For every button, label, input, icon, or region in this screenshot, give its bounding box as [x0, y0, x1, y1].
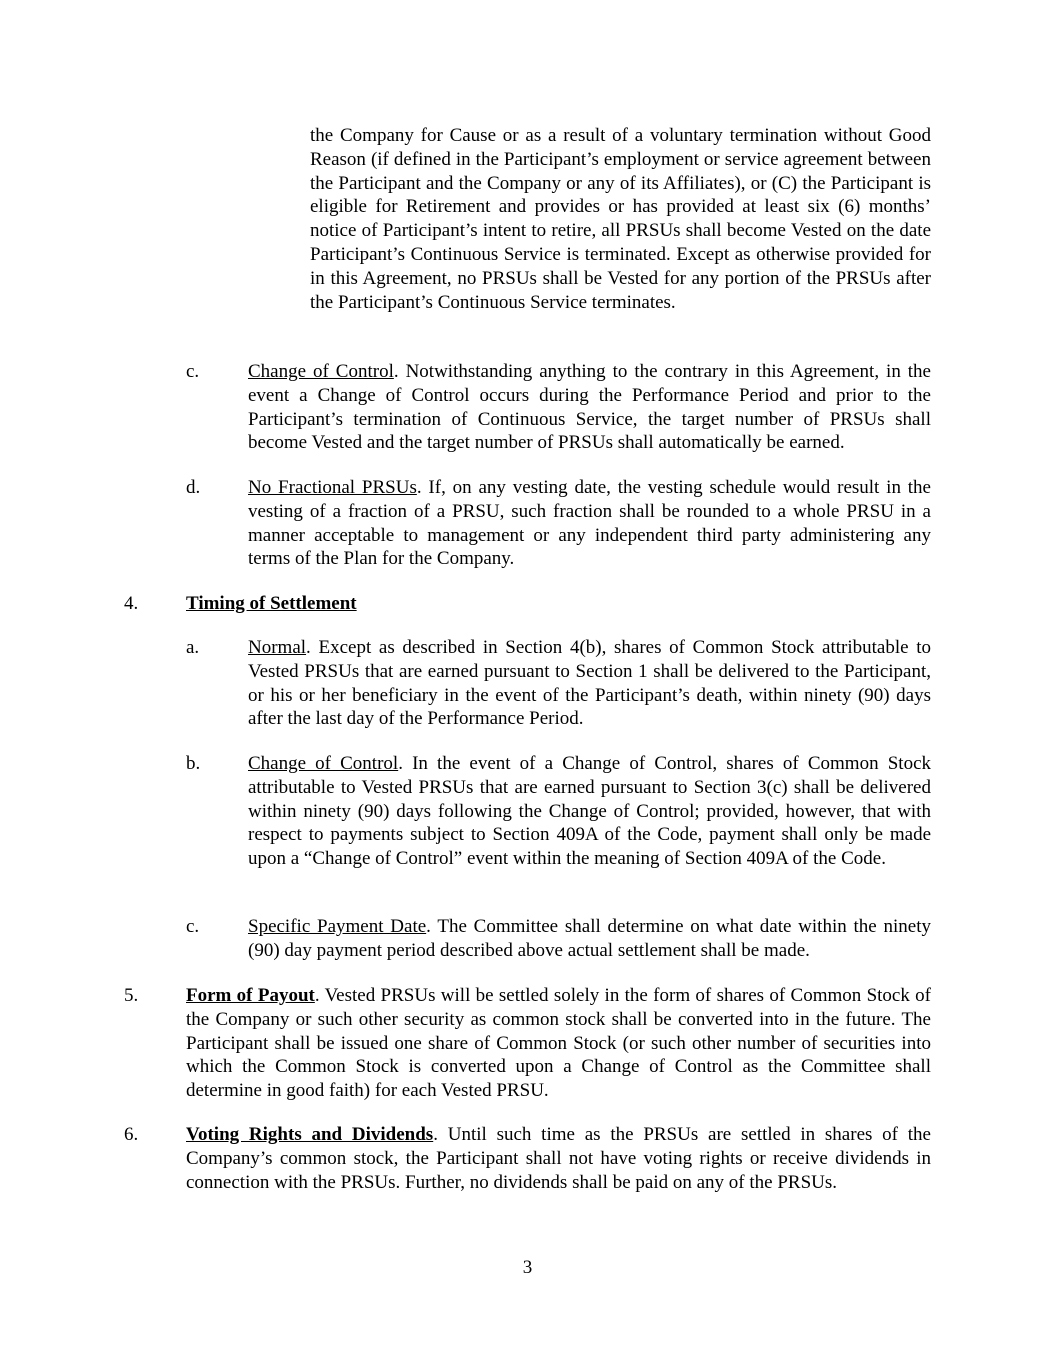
- text-5: . Vested PRSUs will be settled solely in the form of shares of Common Stock of the Company or such other security as common stock shall be converted into in the future. The Participant shall be issued one share of Common Stock (or such other number of securities into which the Common Stock is converted upon a Change of Control as the Committee shall determine in good faith) for each Vested PRSU.: [186, 985, 931, 1102]
- section-number-6: 6.: [124, 1124, 139, 1145]
- item-label-4b: b.: [186, 753, 201, 774]
- text-6: . Until such time as the PRSUs are settled in shares of the Company’s common stock, the Participant shall not have voting rights or receive dividends in connection with the PRSUs. Further, no dividends shall be paid on any of the PRSUs.: [186, 1124, 931, 1193]
- text-4a: . Except as described in Section 4(b), shares of Common Stock attributable to Vested PRSUs that are earned pursuant to Section 1 shall be delivered to the Participant, or his or her beneficiary in the event of the Participant’s death, within ninety (90) days after the last day of the Performance Period.: [248, 637, 931, 730]
- continuation-text: the Company for Cause or as a result of a voluntary termination without Good Reason (if defined in the Participant’s employment or service agreement between the Participant and the Company or any of its Affiliates), or (C) the Participant is eligible for Retirement and provides or has provided at least six (6) months’ notice of Participant’s intent to retire, all PRSUs shall become Vested on the date Participant’s Continuous Service is terminated. Except as otherwise provided for in this Agreement, no PRSUs shall be Vested for any portion of the PRSUs after the Participant’s Continuous Service terminates.: [310, 125, 931, 313]
- text-3d: . If, on any vesting date, the vesting schedule would result in the vesting of a fraction of a PRSU, such fraction shall be rounded to a whole PRSU in a manner acceptable to management or any independent third party administering any terms of the Plan for the Company.: [248, 477, 931, 570]
- item-label-3d: d.: [186, 477, 201, 498]
- item-label-4c: c.: [186, 916, 200, 937]
- heading-4b: Change of Control: [248, 753, 399, 774]
- paragraph-4c: [248, 915, 931, 963]
- page-number: 3: [522, 1257, 533, 1278]
- heading-5: Form of Payout: [186, 985, 315, 1006]
- paragraph-4a: [248, 636, 931, 731]
- heading-4c: Specific Payment Date: [248, 916, 427, 937]
- item-label-4a: a.: [186, 637, 200, 658]
- heading-3c: Change of Control: [248, 361, 394, 382]
- section-heading-4: Timing of Settlement: [186, 593, 357, 614]
- text-4c: . The Committee shall determine on what date within the ninety (90) day payment period described above actual settlement shall be made.: [248, 916, 931, 961]
- section-number-4: 4.: [124, 593, 139, 614]
- heading-3d: No Fractional PRSUs: [248, 477, 417, 498]
- section-number-5: 5.: [124, 985, 139, 1006]
- paragraph-3c: [248, 360, 931, 455]
- heading-6: Voting Rights and Dividends: [186, 1124, 434, 1145]
- paragraph-5: [186, 984, 931, 1103]
- heading-4a: Normal: [248, 637, 307, 658]
- continuation-paragraph: [310, 124, 931, 314]
- text-4b: . In the event of a Change of Control, shares of Common Stock attributable to Vested PRSUs that are earned pursuant to Section 3(c) shall be delivered within ninety (90) days following the Change of Control; provided, however, that with respect to payments subject to Section 409A of the Code, payment shall only be made upon a “Change of Control” event within the meaning of Section 409A of the Code.: [248, 753, 931, 870]
- paragraph-3d: [248, 476, 931, 571]
- text-3c: . Notwithstanding anything to the contrary in this Agreement, in the event a Change of Control occurs during the Performance Period and prior to the Participant’s termination of Continuous Service, the target number of PRSUs shall become Vested and the target number of PRSUs shall automatically be earned.: [248, 361, 931, 454]
- paragraph-4b: [248, 752, 931, 871]
- paragraph-6: [186, 1123, 931, 1194]
- item-label-3c: c.: [186, 361, 200, 382]
